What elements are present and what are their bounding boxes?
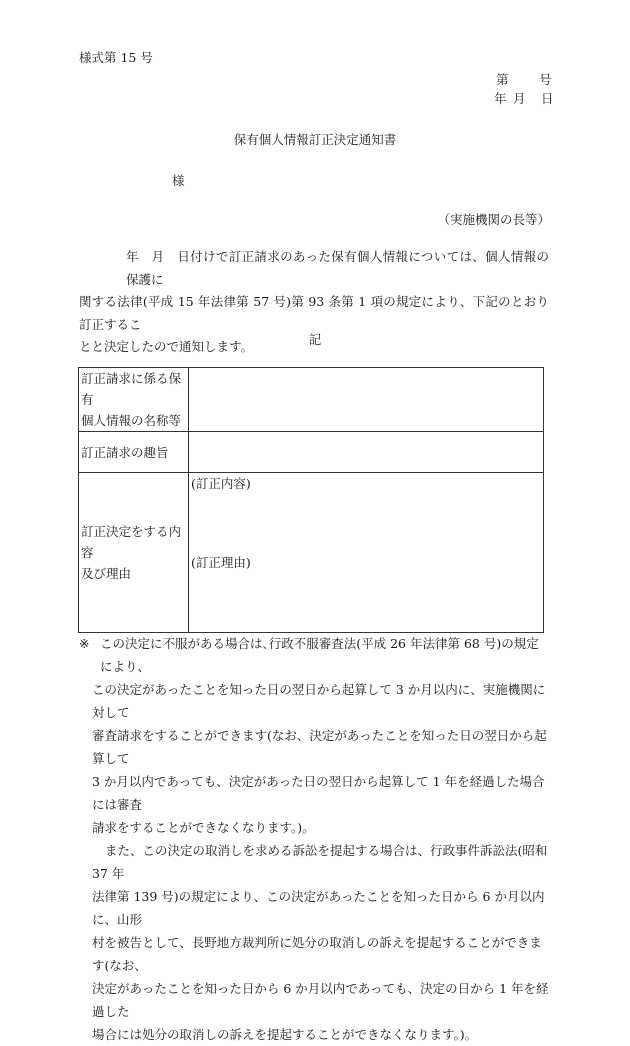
reason-heading: (訂正理由) [191,555,251,570]
row-value [189,432,544,473]
date-year: 年 [494,91,507,106]
row-label-line: 個人情報の名称等 [81,413,182,428]
row-value [189,473,544,633]
note-line: 審査請求をすることができます(なお、決定があったことを知った日の翌日から起算して [92,728,547,766]
number-suffix: 号 [539,72,552,87]
body-line: とと決定したので通知します。 [79,339,254,354]
row-label-line: 訂正請求に係る保有 [81,371,182,407]
row-label [79,368,189,432]
appeal-note [79,632,551,1046]
note-line: 村を被告として、長野地方裁判所に処分の取消しの訴えを提起することができます(なお、 [92,935,542,973]
row-label-line: 及び理由 [81,566,132,581]
decision-table [78,367,544,633]
note-line: 決定があったことを知った日から 6 か月以内であっても、決定の日から 1 年を経過した [92,981,549,1019]
date-month: 月 [513,91,526,106]
table-row [79,473,544,633]
table-row [79,432,544,473]
note-line: この決定に不服がある場合は､行政不服審査法(平成 26 年法律第 68 号)の規定により、 [100,636,539,674]
number-prefix: 第 [496,72,509,87]
addressee: 様 [172,173,185,188]
note-line: 法律第 139 号)の規定により、この決定があったことを知った日から 6 か月以内に、山形 [92,889,545,927]
form-number: 様式第 15 号 [79,50,153,65]
row-value [189,368,544,432]
note-line: 場合には処分の取消しの訴えを提起することができなくなります。)。 [92,1027,478,1042]
body-line: 年 月 日付けで訂正請求のあった保有個人情報については、個人情報の保護に [126,249,549,287]
row-label: 訂正請求の趣旨 [79,432,189,473]
row-label [79,473,189,633]
note-line: 請求をすることができなくなります。)。 [92,820,315,835]
note-line: また、この決定の取消しを求める訴訟を提起する場合は、行政事件訴訟法(昭和 37 年 [92,843,548,881]
document-title: 保有個人情報訂正決定通知書 [233,132,397,147]
ki-heading: 記 [308,332,322,347]
note-first-line [79,632,551,678]
table-row [79,368,544,432]
note-mark: ※ [79,636,90,651]
note-line: 3 か月以内であっても、決定があった日の翌日から起算して 1 年を経過した場合には審査 [92,774,545,812]
body-line: 関する法律(平成 15 年法律第 57 号)第 93 条第 1 項の規定により、下記のとおり訂正するこ [79,294,549,332]
row-label-line: 訂正決定をする内容 [81,524,182,560]
date-day: 日 [541,91,554,106]
issuer: （実施機関の長等） [437,212,550,227]
content-heading: (訂正内容) [191,476,251,491]
note-line: この決定があったことを知った日の翌日から起算して 3 か月以内に、実施機関に対して [92,682,546,720]
